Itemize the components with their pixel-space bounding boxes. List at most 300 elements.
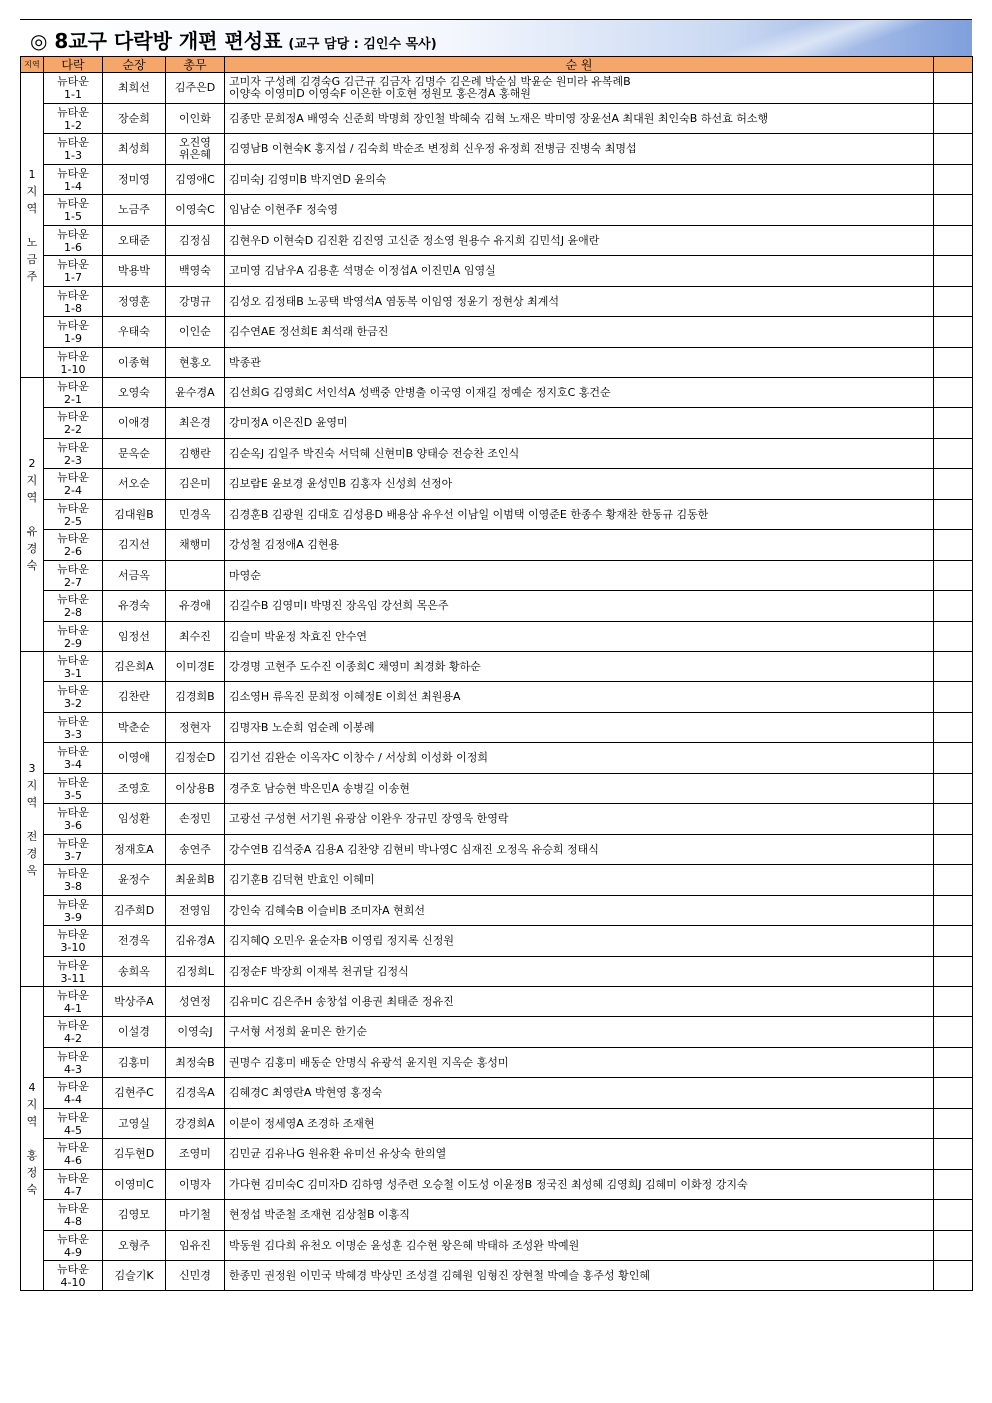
manager-cell: 이영숙C (166, 195, 225, 226)
notes-cell (934, 622, 973, 652)
members-line: 김미숙J 김영미B 박지연D 윤의숙 (229, 172, 387, 186)
notes-cell (934, 1200, 973, 1231)
group-cell (44, 1109, 103, 1139)
manager-cell: 송연주 (166, 835, 225, 865)
notes-cell (934, 378, 973, 408)
group-name: 뉴타운 (57, 867, 89, 880)
members-line: 임남순 이현주F 정숙영 (229, 203, 338, 216)
group-number: 1-6 (64, 240, 82, 254)
notes-cell (934, 439, 973, 469)
table-row (21, 1078, 973, 1109)
table-row (21, 804, 973, 835)
manager-cell: 최윤희B (166, 865, 225, 896)
table-row (21, 1017, 973, 1048)
group-number: 4-9 (64, 1245, 82, 1259)
members-cell (225, 896, 934, 926)
group-number: 4-1 (64, 1001, 82, 1015)
notes-cell (934, 835, 973, 865)
group-number: 2-9 (64, 636, 82, 650)
group-name: 뉴타운 (57, 532, 89, 545)
leader-cell: 박춘순 (103, 713, 166, 743)
manager-cell: 정현자 (166, 713, 225, 743)
members-cell (225, 743, 934, 774)
group-name: 뉴타운 (57, 1141, 89, 1154)
table-row (21, 713, 973, 743)
leader-cell: 정미영 (103, 165, 166, 195)
members-line: 김혜경C 최영란A 박현영 홍정숙 (229, 1086, 383, 1099)
group-name: 뉴타운 (57, 379, 89, 393)
manager-cell: 김행란 (166, 439, 225, 469)
group-cell (44, 439, 103, 469)
manager-cell: 조영미 (166, 1139, 225, 1170)
members-line: 김민균 김유나G 원유환 유미선 유상숙 한의열 (229, 1147, 447, 1160)
group-cell (44, 987, 103, 1017)
members-line: 강경명 고현주 도수진 이종희C 채영미 최경화 황하순 (229, 659, 481, 673)
col-leader: 순장 (103, 57, 166, 73)
manager-cell: 이영숙J (166, 1017, 225, 1048)
members-cell (225, 835, 934, 865)
group-number: 4-5 (64, 1123, 82, 1137)
table-row (21, 1200, 973, 1231)
members-cell (225, 713, 934, 743)
manager-cell: 최수진 (166, 622, 225, 652)
members-line: 김명자B 노순희 엄순례 이봉례 (229, 720, 375, 734)
table-row (21, 104, 973, 134)
members-line: 김선희G 김영희C 서인석A 성백중 안병출 이국영 이재길 정예순 정지호C 홍건순 (229, 385, 611, 399)
group-cell (44, 896, 103, 926)
members-cell (225, 104, 934, 134)
leader-cell: 이설경 (103, 1017, 166, 1048)
group-cell (44, 713, 103, 743)
group-number: 3-2 (64, 697, 82, 710)
group-number: 3-8 (64, 880, 82, 893)
members-line: 김소영H 류옥진 문희정 이혜정E 이희선 최원용A (229, 690, 461, 703)
members-line: 강수연B 김석중A 김용A 김찬양 김현비 박나영C 심재진 오정옥 유승희 정태식 (229, 842, 599, 856)
notes-cell (934, 134, 973, 165)
members-line: 김성오 김정태B 노공택 박영석A 염동복 이임영 정윤기 정현상 최계석 (229, 294, 559, 308)
group-cell (44, 287, 103, 317)
members-line: 현정섭 박준철 조재현 김상철B 이홍직 (229, 1208, 410, 1221)
manager-cell: 임유진 (166, 1231, 225, 1261)
members-cell (225, 1170, 934, 1200)
roster-body (21, 73, 973, 1291)
members-cell (225, 622, 934, 652)
group-number: 2-7 (64, 575, 82, 589)
notes-cell (934, 348, 973, 378)
table-row (21, 73, 973, 104)
table-row (21, 1261, 973, 1291)
group-number: 3-7 (64, 849, 82, 863)
table-row (21, 835, 973, 865)
notes-cell (934, 1231, 973, 1261)
manager-cell: 채행미 (166, 530, 225, 561)
manager-cell: 김정순D (166, 743, 225, 774)
group-name: 뉴타운 (57, 1019, 89, 1032)
notes-cell (934, 682, 973, 713)
leader-cell: 정재호A (103, 835, 166, 865)
group-cell (44, 561, 103, 591)
leader-cell: 최성희 (103, 134, 166, 165)
group-name: 뉴타운 (57, 593, 89, 606)
group-cell (44, 195, 103, 226)
leader-cell: 장순희 (103, 104, 166, 134)
table-row (21, 348, 973, 378)
leader-cell: 김영모 (103, 1200, 166, 1231)
table-row (21, 1170, 973, 1200)
group-cell (44, 1231, 103, 1261)
group-number: 2-5 (64, 514, 82, 528)
leader-cell: 김주희D (103, 896, 166, 926)
group-number: 4-2 (64, 1032, 82, 1045)
group-name: 뉴타운 (57, 227, 89, 241)
table-row (21, 226, 973, 256)
members-cell (225, 195, 934, 226)
group-cell (44, 317, 103, 348)
title-text: ◎ 8교구 다락방 개편 편성표 (30, 29, 283, 53)
manager-cell: 이미경E (166, 652, 225, 682)
notes-cell (934, 408, 973, 439)
members-cell (225, 165, 934, 195)
manager-cell: 민경옥 (166, 500, 225, 530)
members-line: 강인숙 김혜숙B 이슬비B 조미자A 현희선 (229, 903, 425, 917)
notes-cell (934, 1078, 973, 1109)
manager-cell: 김영애C (166, 165, 225, 195)
group-number: 1-9 (64, 332, 82, 345)
table-row (21, 530, 973, 561)
manager-cell: 김정희L (166, 957, 225, 987)
notes-cell (934, 73, 973, 104)
notes-cell (934, 652, 973, 682)
table-row (21, 926, 973, 957)
title-banner (20, 19, 972, 57)
group-cell (44, 743, 103, 774)
members-line: 이양숙 이영미D 이영숙F 이은한 이호현 정원모 홍은경A 홍해원 (229, 87, 531, 100)
leader-cell: 김대원B (103, 500, 166, 530)
leader-cell: 김홍미 (103, 1048, 166, 1078)
group-number: 3-1 (64, 666, 82, 680)
leader-cell: 윤정수 (103, 865, 166, 896)
group-cell (44, 1078, 103, 1109)
notes-cell (934, 226, 973, 256)
group-number: 1-8 (64, 301, 82, 315)
members-cell (225, 500, 934, 530)
group-number: 3-4 (64, 758, 82, 771)
notes-cell (934, 317, 973, 348)
members-line: 박종관 (229, 355, 261, 369)
table-row (21, 1231, 973, 1261)
leader-cell: 박상주A (103, 987, 166, 1017)
group-name: 뉴타운 (57, 714, 89, 728)
group-name: 뉴타운 (57, 471, 89, 484)
table-row (21, 287, 973, 317)
leader-cell: 전경옥 (103, 926, 166, 957)
manager-cell: 손정민 (166, 804, 225, 835)
subtitle-text: (교구 담당 : 김인수 목사) (288, 37, 437, 52)
leader-cell: 유경숙 (103, 591, 166, 622)
members-line: 김길수B 김영미I 박명진 장옥임 강선희 목은주 (229, 599, 449, 612)
leader-cell: 김은희A (103, 652, 166, 682)
notes-cell (934, 1048, 973, 1078)
members-line: 고광선 구성현 서기원 유광삼 이완우 장규민 장영욱 한영락 (229, 812, 509, 825)
manager-cell: 최정숙B (166, 1048, 225, 1078)
group-name: 뉴타운 (57, 988, 89, 1002)
manager-cell: 유경애 (166, 591, 225, 622)
group-number: 3-11 (60, 971, 86, 985)
members-line: 강성철 김정애A 김현용 (229, 538, 340, 551)
members-cell (225, 804, 934, 835)
manager-cell: 마기철 (166, 1200, 225, 1231)
group-name: 뉴타운 (57, 258, 89, 271)
notes-cell (934, 530, 973, 561)
table-row (21, 1139, 973, 1170)
table-row (21, 195, 973, 226)
leader-cell: 조영호 (103, 774, 166, 804)
manager-cell: 현홍오 (166, 348, 225, 378)
manager-cell: 신민경 (166, 1261, 225, 1291)
col-manager: 총무 (166, 57, 225, 73)
group-cell (44, 134, 103, 165)
members-cell (225, 957, 934, 987)
table-row (21, 1048, 973, 1078)
leader-cell: 서오순 (103, 469, 166, 500)
group-cell (44, 165, 103, 195)
group-name: 뉴타운 (57, 410, 89, 423)
manager-cell: 김정심 (166, 226, 225, 256)
leader-cell: 이종혁 (103, 348, 166, 378)
members-cell (225, 256, 934, 287)
group-cell (44, 1200, 103, 1231)
region-label: 1 지 역 노 금 주 (21, 73, 44, 378)
group-name: 뉴타운 (57, 136, 89, 149)
group-cell (44, 1017, 103, 1048)
notes-cell (934, 469, 973, 500)
group-name: 뉴타운 (57, 684, 89, 697)
group-cell (44, 865, 103, 896)
table-row (21, 865, 973, 896)
members-line: 김슬미 박윤정 차효진 안수연 (229, 629, 368, 643)
leader-cell: 오영숙 (103, 378, 166, 408)
group-number: 3-10 (60, 941, 86, 954)
group-cell (44, 1048, 103, 1078)
members-cell (225, 73, 934, 104)
members-cell (225, 1231, 934, 1261)
group-name: 뉴타운 (57, 1171, 89, 1185)
group-cell (44, 957, 103, 987)
members-cell (225, 926, 934, 957)
manager-cell: 강경희A (166, 1109, 225, 1139)
leader-cell: 서금옥 (103, 561, 166, 591)
group-cell (44, 682, 103, 713)
group-name: 뉴타운 (57, 319, 89, 332)
group-number: 2-4 (64, 484, 82, 497)
members-line: 박동원 김다희 유천오 이명순 윤성훈 김수현 왕은혜 박태하 조성완 박예원 (229, 1238, 580, 1252)
leader-cell: 이영미C (103, 1170, 166, 1200)
members-cell (225, 987, 934, 1017)
page-title (30, 25, 437, 54)
manager-cell: 김주은D (166, 73, 225, 104)
manager-cell: 이상용B (166, 774, 225, 804)
table-row (21, 1109, 973, 1139)
group-number: 4-6 (64, 1154, 82, 1167)
region-label: 3 지 역 전 경 옥 (21, 652, 44, 987)
notes-cell (934, 1170, 973, 1200)
group-number: 4-8 (64, 1215, 82, 1228)
members-line: 김기훈B 김덕현 반효인 이혜미 (229, 873, 375, 886)
group-cell (44, 1139, 103, 1170)
members-cell (225, 774, 934, 804)
group-name: 뉴타운 (57, 928, 89, 941)
group-cell (44, 226, 103, 256)
group-cell (44, 622, 103, 652)
leader-cell: 송희옥 (103, 957, 166, 987)
group-name: 뉴타운 (57, 775, 89, 789)
members-cell (225, 591, 934, 622)
members-line: 김보람E 윤보경 윤성민B 김홍자 신성희 선정아 (229, 477, 453, 490)
members-line: 김순옥J 김일주 박진숙 서덕혜 신현미B 양태승 전승찬 조인식 (229, 446, 520, 460)
leader-cell: 임성환 (103, 804, 166, 835)
table-row (21, 987, 973, 1017)
manager-cell: 김경희B (166, 682, 225, 713)
group-number: 2-8 (64, 606, 82, 619)
members-line: 한종민 권정원 이민국 박혜경 박상민 조성결 김혜원 임형진 장현철 박예슬 홍주성 황인혜 (229, 1268, 650, 1282)
notes-cell (934, 195, 973, 226)
manager-cell: 오진영 위은혜 (166, 134, 225, 165)
group-number: 4-10 (60, 1275, 86, 1289)
group-name: 뉴타운 (57, 349, 89, 363)
members-line: 권명수 김홍미 배동순 안명식 유광석 윤지원 지옥순 홍성미 (229, 1055, 509, 1069)
notes-cell (934, 1261, 973, 1291)
table-row (21, 622, 973, 652)
members-cell (225, 1139, 934, 1170)
table-row (21, 957, 973, 987)
group-number: 2-3 (64, 453, 82, 467)
leader-cell: 김두현D (103, 1139, 166, 1170)
members-line: 고미자 구성례 김경숙G 김근규 김금자 김명수 김은례 박순심 박윤순 원미라 유복례B (229, 75, 631, 88)
table-row (21, 256, 973, 287)
group-number: 1-10 (60, 362, 86, 376)
group-number: 1-1 (64, 88, 82, 101)
group-name: 뉴타운 (57, 440, 89, 454)
group-cell (44, 1170, 103, 1200)
notes-cell (934, 896, 973, 926)
table-row (21, 774, 973, 804)
members-cell (225, 439, 934, 469)
leader-cell: 김지선 (103, 530, 166, 561)
group-name: 뉴타운 (57, 836, 89, 850)
members-line: 가다현 김미숙C 김미자D 김하영 성주련 오승철 이도성 이윤정B 정국진 최성혜 김영희J 김혜미 이화정 강지숙 (229, 1177, 748, 1191)
members-line: 김지혜Q 오민우 윤순자B 이영림 정지록 신정원 (229, 934, 454, 947)
notes-cell (934, 1109, 973, 1139)
manager-cell (166, 561, 225, 591)
notes-cell (934, 1139, 973, 1170)
group-number: 1-7 (64, 271, 82, 284)
members-line: 김수연AE 정선희E 최석래 한금진 (229, 325, 389, 338)
members-cell (225, 134, 934, 165)
manager-cell: 이명자 (166, 1170, 225, 1200)
notes-cell (934, 591, 973, 622)
leader-cell: 김현주C (103, 1078, 166, 1109)
leader-cell: 이영애 (103, 743, 166, 774)
notes-cell (934, 957, 973, 987)
members-line: 김현우D 이현숙D 김진환 김진영 고신준 정소영 원용수 유지희 김민석J 윤애란 (229, 233, 600, 247)
group-name: 뉴타운 (57, 806, 89, 819)
group-name: 뉴타운 (57, 1262, 89, 1276)
col-group: 다락 (44, 57, 103, 73)
group-number: 3-5 (64, 788, 82, 802)
members-cell (225, 226, 934, 256)
leader-cell: 정영훈 (103, 287, 166, 317)
group-cell (44, 774, 103, 804)
manager-cell: 이인화 (166, 104, 225, 134)
group-cell (44, 1261, 103, 1291)
members-cell (225, 348, 934, 378)
manager-cell: 강명규 (166, 287, 225, 317)
group-name: 뉴타운 (57, 745, 89, 758)
members-cell (225, 317, 934, 348)
table-row (21, 743, 973, 774)
group-cell (44, 256, 103, 287)
members-cell (225, 1200, 934, 1231)
group-number: 3-6 (64, 819, 82, 832)
roster-table (20, 56, 973, 1291)
members-cell (225, 287, 934, 317)
group-number: 2-6 (64, 545, 82, 558)
group-name: 뉴타운 (57, 653, 89, 667)
members-line: 김영남B 이현숙K 홍지섭 / 김숙희 박순조 변정희 신우정 유정희 전병금 진병숙 최명섭 (229, 142, 637, 155)
notes-cell (934, 287, 973, 317)
leader-cell: 우태숙 (103, 317, 166, 348)
group-name: 뉴타운 (57, 1232, 89, 1246)
group-number: 1-5 (64, 210, 82, 223)
leader-cell: 김찬란 (103, 682, 166, 713)
group-number: 2-2 (64, 423, 82, 436)
notes-cell (934, 1017, 973, 1048)
manager-cell: 김은미 (166, 469, 225, 500)
group-name: 뉴타운 (57, 288, 89, 302)
members-cell (225, 865, 934, 896)
manager-cell: 이인순 (166, 317, 225, 348)
table-row (21, 469, 973, 500)
manager-cell: 전영임 (166, 896, 225, 926)
group-name: 뉴타운 (57, 501, 89, 515)
group-name: 뉴타운 (57, 1202, 89, 1215)
notes-cell (934, 926, 973, 957)
table-row (21, 896, 973, 926)
group-number: 4-7 (64, 1184, 82, 1198)
members-line: 김경훈B 김광원 김대호 김성용D 배용삼 유우선 이남일 이범택 이영준E 한종수 황재찬 한동규 김동한 (229, 507, 709, 521)
table-row (21, 652, 973, 682)
members-cell (225, 530, 934, 561)
manager-cell: 김경옥A (166, 1078, 225, 1109)
group-number: 2-1 (64, 392, 82, 406)
notes-cell (934, 104, 973, 134)
members-cell (225, 561, 934, 591)
group-name: 뉴타운 (57, 75, 89, 88)
members-cell (225, 1109, 934, 1139)
group-name: 뉴타운 (57, 1110, 89, 1124)
group-name: 뉴타운 (57, 1049, 89, 1063)
group-cell (44, 104, 103, 134)
members-cell (225, 408, 934, 439)
members-line: 경주호 남승현 박은민A 송병길 이송현 (229, 781, 410, 795)
col-extra (934, 57, 973, 73)
notes-cell (934, 561, 973, 591)
notes-cell (934, 743, 973, 774)
group-cell (44, 73, 103, 104)
leader-cell: 이애경 (103, 408, 166, 439)
leader-cell: 문옥순 (103, 439, 166, 469)
region-label: 2 지 역 유 경 숙 (21, 378, 44, 652)
